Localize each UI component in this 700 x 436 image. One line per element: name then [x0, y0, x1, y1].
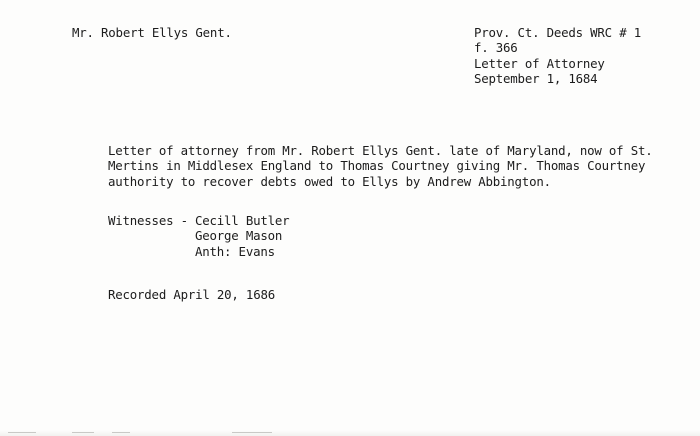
addressee: Mr. Robert Ellys Gent. [72, 25, 232, 40]
reference-line-court: Prov. Ct. Deeds WRC # 1 [474, 25, 641, 40]
abstract-line: Mertins in Middlesex England to Thomas Courtney giving Mr. Thomas Courtney [108, 158, 646, 174]
witness-row [108, 213, 289, 228]
reference-block [474, 25, 641, 87]
witness-name: George Mason [195, 228, 283, 244]
witnesses-block [108, 213, 289, 259]
reference-line-date: September 1, 1684 [474, 71, 598, 87]
witness-name: Anth: Evans [195, 243, 275, 259]
recorded-date: Recorded April 20, 1686 [108, 287, 275, 302]
witnesses-label: Witnesses - [108, 213, 188, 228]
abstract-line: authority to recover debts owed to Ellys by Andrew Abbington. [108, 173, 551, 189]
witness-row [108, 228, 289, 243]
scan-artifact [232, 432, 272, 433]
witness-name: Cecill Butler [195, 213, 290, 228]
scan-artifact [8, 432, 36, 433]
reference-line-folio: f. 366 [474, 40, 518, 56]
abstract-line: Letter of attorney from Mr. Robert Ellys Gent. late of Maryland, now of St. [108, 143, 653, 158]
reference-line-type: Letter of Attorney [474, 55, 605, 71]
scan-bottom-edge [0, 430, 700, 436]
scan-artifact [72, 432, 94, 433]
scan-artifact [112, 432, 130, 433]
witness-row [108, 244, 289, 259]
abstract-paragraph [108, 143, 668, 189]
